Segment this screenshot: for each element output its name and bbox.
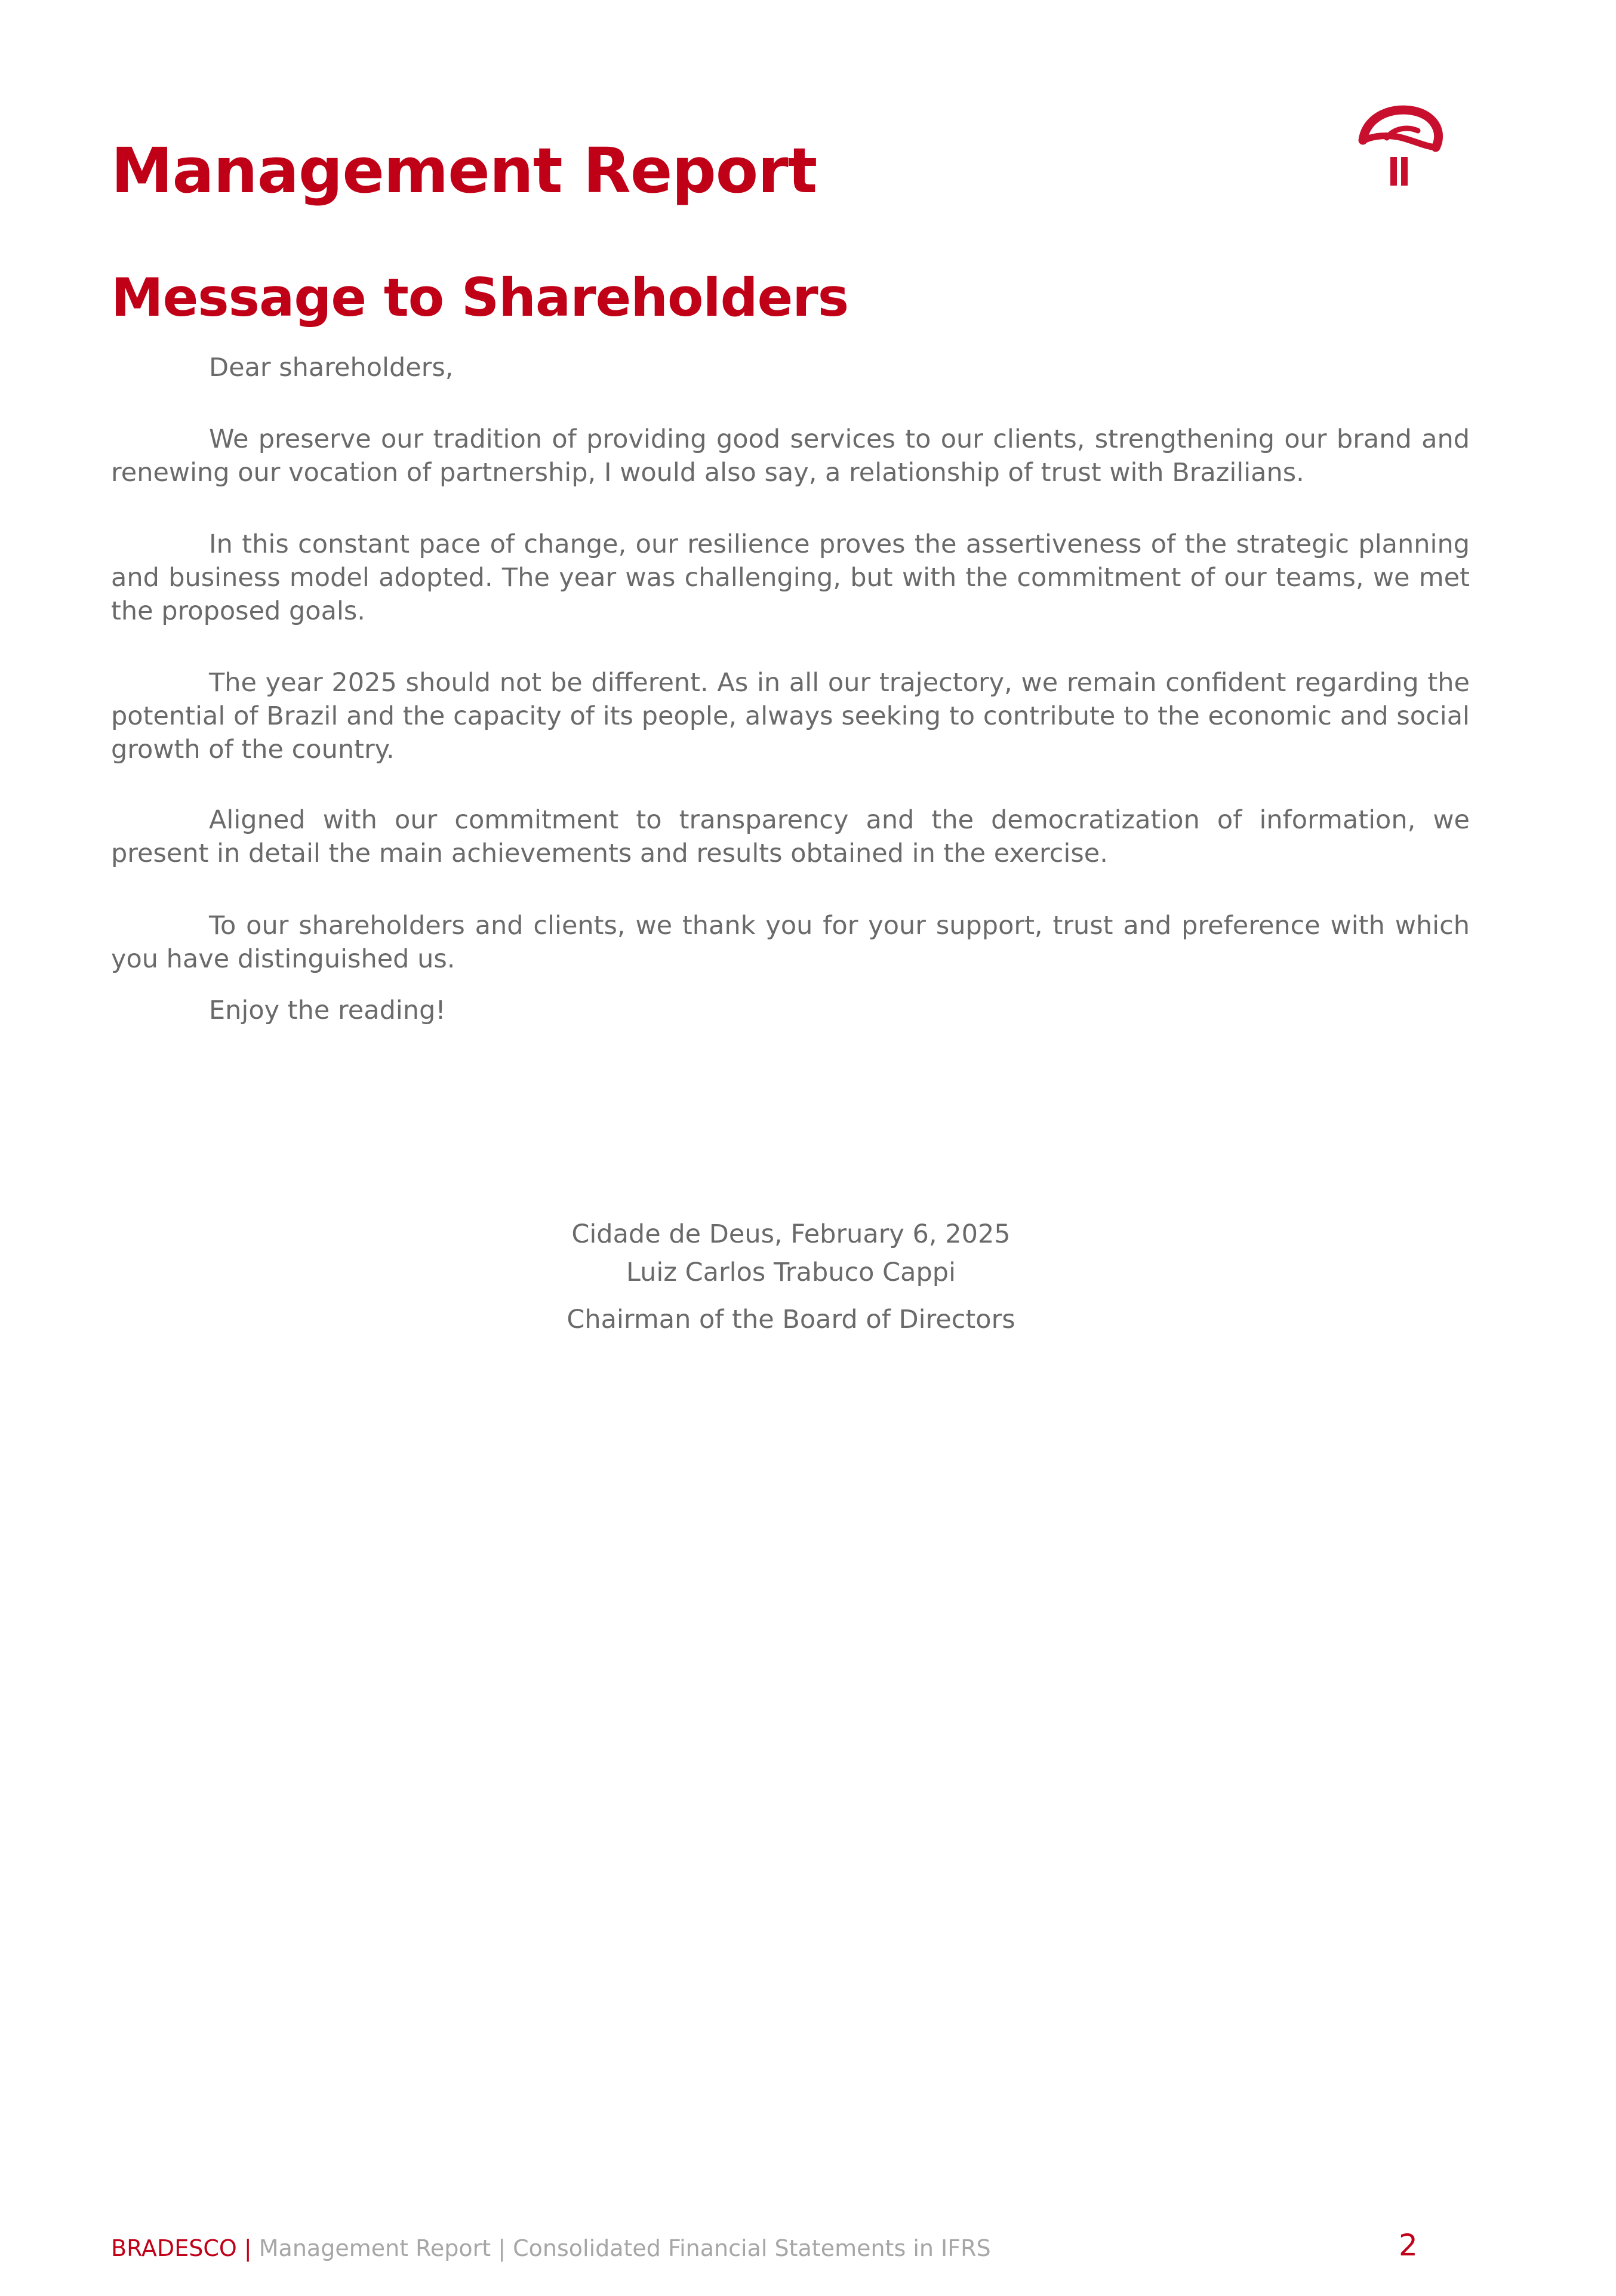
footer-text: Management Report | Consolidated Financial Statements in IFRS xyxy=(258,2235,991,2261)
letter-closing: Enjoy the reading! xyxy=(209,996,446,1025)
footer-brand: BRADESCO xyxy=(111,2235,237,2261)
page-footer xyxy=(111,2235,991,2261)
page-number: 2 xyxy=(1399,2228,1418,2263)
letter-greeting: Dear shareholders, xyxy=(209,353,454,383)
letter-paragraph: The year 2025 should not be different. As in all our trajectory, we remain confident regarding the potential of Brazil and the capacity of its people, always seeking to contribute to the economic and social growth of the country. xyxy=(111,668,1470,765)
footer-separator: | xyxy=(244,2235,252,2261)
section-title: Message to Shareholders xyxy=(111,267,849,328)
signature-role: Chairman of the Board of Directors xyxy=(567,1305,1015,1335)
signature-name: Luiz Carlos Trabuco Cappi xyxy=(626,1258,956,1287)
letter-paragraph: To our shareholders and clients, we thank you for your support, trust and preference with which you have distinguished us. xyxy=(111,911,1470,974)
bradesco-logo-icon xyxy=(1352,98,1448,191)
signature-place-date: Cidade de Deus, February 6, 2025 xyxy=(571,1219,1011,1249)
letter-paragraph: We preserve our tradition of providing good services to our clients, strengthening our brand and renewing our vocation of partnership, I would also say, a relationship of trust with Brazilians. xyxy=(111,424,1470,488)
report-title: Management Report xyxy=(111,134,817,207)
letter-paragraph: In this constant pace of change, our resilience proves the assertiveness of the strategic planning and business model adopted. The year was challenging, but with the commitment of our teams, we met the proposed goals. xyxy=(111,529,1470,626)
letter-paragraph: Aligned with our commitment to transparency and the democratization of information, we present in detail the main achievements and results obtained in the exercise. xyxy=(111,805,1470,868)
